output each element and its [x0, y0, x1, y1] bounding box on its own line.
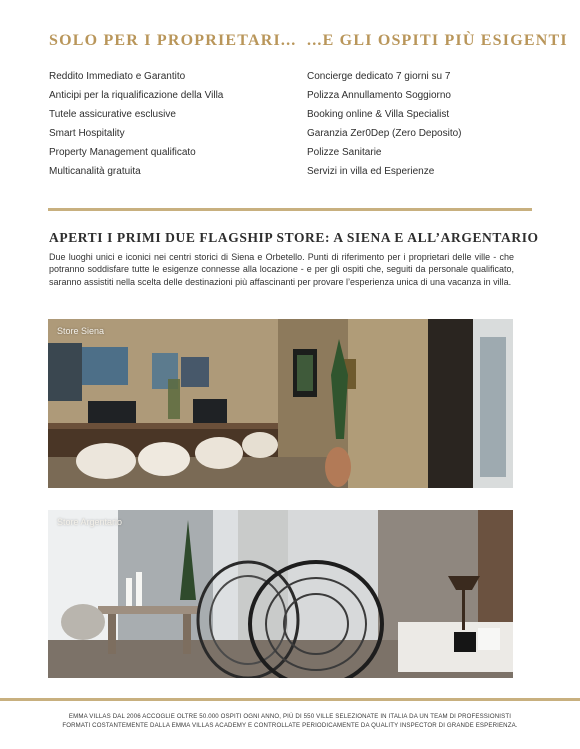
list-item: Servizi in villa ed Esperienze: [307, 166, 435, 177]
section-title: APERTI I PRIMI DUE FLAGSHIP STORE: A SIENA E ALL’ARGENTARIO: [49, 230, 539, 245]
footer-text: [0, 713, 580, 730]
list-item: Property Management qualificato: [49, 147, 196, 158]
list-item: Anticipi per la riqualificazione della Villa: [49, 90, 224, 101]
footer-line: FORMATI COSTANTEMENTE DALLA EMMA VILLAS ACADEMY E CONTROLLATE PERIODICAMENTE DA QUALITY INSPECTOR DI GRANDE ESPERIENZA.: [62, 721, 518, 729]
guests-column-title: ...E GLI OSPITI PIÙ ESIGENTI: [307, 32, 568, 49]
siena-interior-illustration: [48, 319, 513, 488]
store-argentario-photo: [48, 510, 513, 678]
list-item: Concierge dedicato 7 giorni su 7: [307, 71, 451, 82]
photo-caption: Store Siena: [57, 326, 105, 336]
gold-divider: [48, 208, 532, 211]
list-item: Tutele assicurative esclusive: [49, 109, 176, 120]
list-item: Garanzia Zer0Dep (Zero Deposito): [307, 128, 462, 139]
owners-benefits-list: [49, 67, 223, 181]
argentario-interior-illustration: [48, 510, 513, 678]
list-item: Smart Hospitality: [49, 128, 125, 139]
owners-column-title: SOLO PER I PROPRIETARI...: [49, 32, 297, 49]
list-item: Booking online & Villa Specialist: [307, 109, 450, 120]
store-siena-photo: [48, 319, 513, 488]
photo-caption: Store Argentario: [57, 517, 123, 527]
list-item: Polizza Annullamento Soggiorno: [307, 90, 451, 101]
section-body: Due luoghi unici e iconici nei centri storici di Siena e Orbetello. Punti di riferimento per i proprietari delle ville - che potranno soddisfare tutte le esigenze connesse alla locazione - e per gli ospiti che, seguiti da personale qualificato, saranno assistiti nella scelta delle destinazioni più affascinanti per provare l’esperienza unica di una vacanza in villa.: [49, 252, 514, 287]
footer-divider: [0, 698, 580, 701]
guests-benefits-list: [307, 67, 462, 181]
footer-line: EMMA VILLAS DAL 2006 ACCOGLIE OLTRE 50.000 OSPITI OGNI ANNO, PIÙ DI 550 VILLE SELEZIONATE IN ITALIA DA UN TEAM DI PROFESSIONISTI: [68, 713, 512, 720]
list-item: Polizze Sanitarie: [307, 147, 382, 158]
list-item: Reddito Immediato e Garantito: [49, 71, 186, 82]
list-item: Multicanalità gratuita: [49, 166, 141, 177]
